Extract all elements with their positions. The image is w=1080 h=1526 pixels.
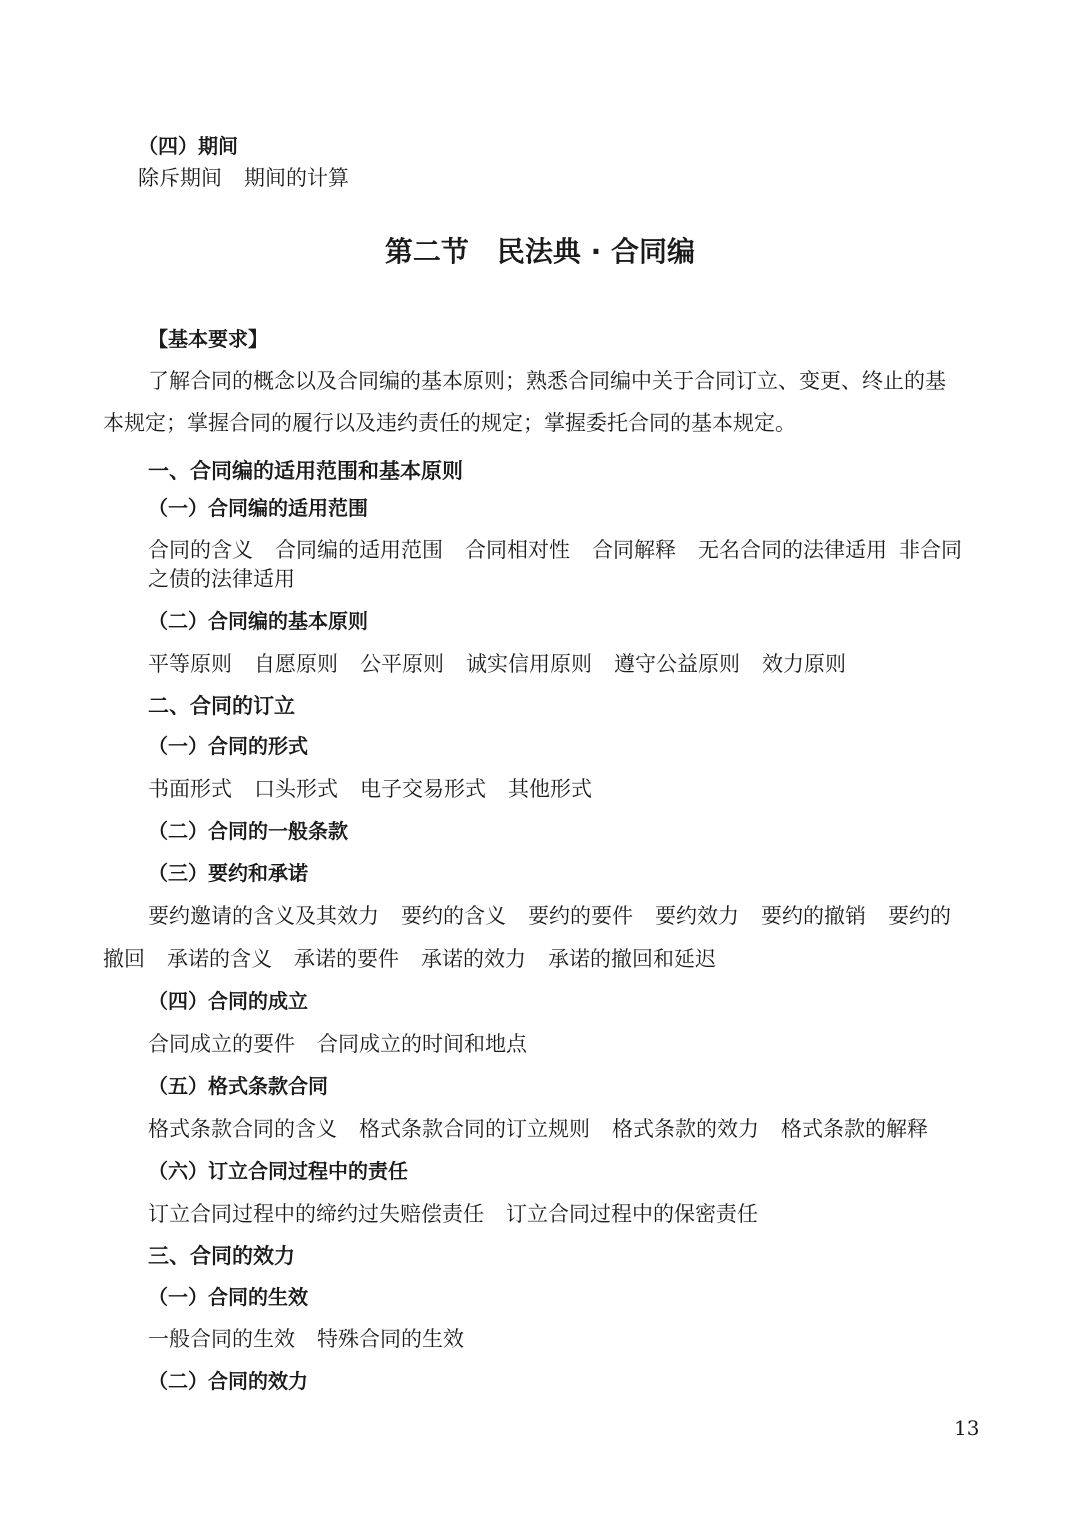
part-heading-1: 一、合同编的适用范围和基本原则 [148, 459, 463, 483]
section-title: 第二节 民法典 · 合同编 [384, 235, 696, 268]
prev-subsection-items [138, 164, 349, 192]
subsection-items-continued [103, 945, 716, 973]
list-item: 合同的含义 [148, 538, 253, 562]
prev-subsection-heading: （四）期间 [138, 134, 238, 158]
list-item: 要约的要件 [528, 904, 633, 928]
list-item: 承诺的要件 [294, 947, 399, 971]
subsection-items [148, 775, 592, 803]
subsection-items [148, 1325, 464, 1353]
list-item: 非合同 [899, 538, 962, 562]
list-item: 自愿原则 [254, 652, 338, 676]
list-item: 除斥期间 [138, 166, 222, 190]
list-item: 公平原则 [360, 652, 444, 676]
subsection-heading: （二）合同的效力 [148, 1369, 308, 1393]
list-item: 特殊合同的生效 [317, 1327, 464, 1351]
part-heading-2: 二、合同的订立 [148, 694, 295, 718]
requirements-text-line-2: 本规定；掌握合同的履行以及违约责任的规定；掌握委托合同的基本规定。 [103, 411, 796, 435]
subsection-items [148, 650, 846, 678]
page-number: 13 [954, 1416, 980, 1440]
list-item: 口头形式 [254, 777, 338, 801]
list-item: 无名合同的法律适用 [698, 538, 887, 562]
list-item: 遵守公益原则 [614, 652, 740, 676]
subsection-items [148, 1115, 928, 1143]
list-item: 要约的 [888, 904, 951, 928]
list-item: 一般合同的生效 [148, 1327, 295, 1351]
list-item: 电子交易形式 [360, 777, 486, 801]
list-item: 要约效力 [655, 904, 739, 928]
list-item: 要约的含义 [401, 904, 506, 928]
list-item: 格式条款合同的含义 [148, 1117, 337, 1141]
subsection-heading: （一）合同的形式 [148, 734, 308, 758]
list-item: 格式条款合同的订立规则 [359, 1117, 590, 1141]
list-item: 合同成立的时间和地点 [317, 1032, 527, 1056]
list-item: 效力原则 [762, 652, 846, 676]
subsection-heading: （二）合同编的基本原则 [148, 609, 368, 633]
subsection-heading: （一）合同编的适用范围 [148, 496, 368, 520]
subsection-heading: （二）合同的一般条款 [148, 819, 348, 843]
requirements-text-line-1: 了解合同的概念以及合同编的基本原则；熟悉合同编中关于合同订立、变更、终止的基 [148, 369, 946, 393]
part-heading-3: 三、合同的效力 [148, 1244, 295, 1268]
subsection-heading: （五）格式条款合同 [148, 1074, 328, 1098]
list-item: 格式条款的解释 [781, 1117, 928, 1141]
list-item: 期间的计算 [244, 166, 349, 190]
list-item: 合同相对性 [465, 538, 570, 562]
subsection-items [148, 1200, 758, 1228]
list-item: 要约的撤销 [761, 904, 866, 928]
list-item: 书面形式 [148, 777, 232, 801]
subsection-heading: （一）合同的生效 [148, 1285, 308, 1309]
subsection-items [148, 1030, 527, 1058]
list-item: 合同成立的要件 [148, 1032, 295, 1056]
list-item: 合同解释 [592, 538, 676, 562]
subsection-items [148, 536, 962, 564]
subsection-heading: （三）要约和承诺 [148, 861, 308, 885]
list-item: 平等原则 [148, 652, 232, 676]
list-item: 其他形式 [508, 777, 592, 801]
subsection-items-continued: 之债的法律适用 [148, 567, 295, 591]
subsection-heading: （四）合同的成立 [148, 989, 308, 1013]
list-item: 订立合同过程中的保密责任 [506, 1202, 758, 1226]
subsection-items [148, 902, 951, 930]
requirements-label: 【基本要求】 [148, 327, 268, 351]
list-item: 承诺的撤回和延迟 [548, 947, 716, 971]
subsection-heading: （六）订立合同过程中的责任 [148, 1159, 408, 1183]
list-item: 格式条款的效力 [612, 1117, 759, 1141]
list-item: 承诺的效力 [421, 947, 526, 971]
list-item: 订立合同过程中的缔约过失赔偿责任 [148, 1202, 484, 1226]
list-item: 诚实信用原则 [466, 652, 592, 676]
list-item: 承诺的含义 [167, 947, 272, 971]
list-item: 撤回 [103, 947, 145, 971]
list-item: 要约邀请的含义及其效力 [148, 904, 379, 928]
list-item: 合同编的适用范围 [275, 538, 443, 562]
